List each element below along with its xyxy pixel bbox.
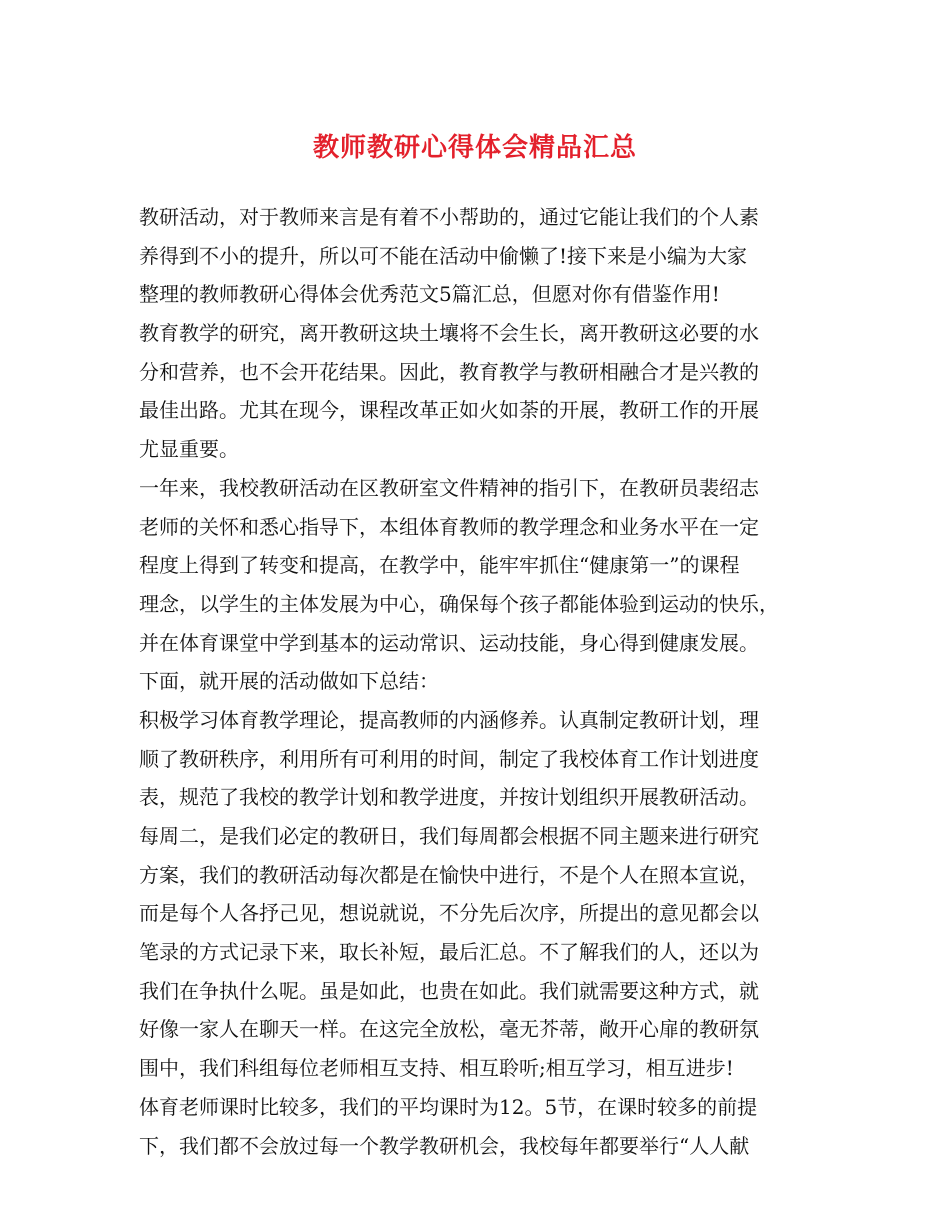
document-title: 教师教研心得体会精品汇总 <box>312 133 637 163</box>
text-line: 分和营养，也不会开花结果。因此，教育教学与教研相融合才是兴教的 <box>139 359 759 384</box>
text-line: 教育教学的研究，离开教研这块土壤将不会生长，离开教研这必要的水 <box>139 321 759 346</box>
text-line: 养得到不小的提升，所以可不能在活动中偷懒了!接下来是小编为大家 <box>139 243 748 268</box>
text-line: 笔录的方式记录下来，取长补短，最后汇总。不了解我们的人，还以为 <box>139 940 759 965</box>
text-line: 下面，就开展的活动做如下总结： <box>139 669 439 694</box>
text-line: 程度上得到了转变和提高，在教学中，能牢牢抓住“健康第一”的课程 <box>139 553 740 578</box>
text-line: 积极学习体育教学理论，提高教师的内涵修养。认真制定教研计划，理 <box>139 707 759 732</box>
text-line: 顺了教研秩序，利用所有可利用的时间，制定了我校体育工作计划进度 <box>139 746 759 771</box>
text-line: 尤显重要。 <box>139 437 239 462</box>
text-line: 理念，以学生的主体发展为中心，确保每个孩子都能体验到运动的快乐， <box>139 591 779 616</box>
text-line: 表，规范了我校的教学计划和教学进度，并按计划组织开展教研活动。 <box>139 785 759 810</box>
text-line: 方案，我们的教研活动每次都是在愉快中进行，不是个人在照本宣说， <box>139 862 759 887</box>
text-line: 围中，我们科组每位老师相互支持、相互聆听;相互学习，相互进步! <box>139 1056 734 1081</box>
text-line: 好像一家人在聊天一样。在这完全放松，毫无芥蒂，敞开心扉的教研氛 <box>139 1017 759 1042</box>
text-line: 一年来，我校教研活动在区教研室文件精神的指引下，在教研员裴绍志 <box>139 475 759 500</box>
text-line: 并在体育课堂中学到基本的运动常识、运动技能，身心得到健康发展。 <box>139 630 759 655</box>
text-line: 教研活动，对于教师来言是有着不小帮助的，通过它能让我们的个人素 <box>139 205 759 229</box>
text-line: 我们在争执什么呢。虽是如此，也贵在如此。我们就需要这种方式，就 <box>139 978 759 1003</box>
text-line: 最佳出路。尤其在现今，课程改革正如火如荼的开展，教研工作的开展 <box>139 398 759 423</box>
text-line: 每周二，是我们必定的教研日，我们每周都会根据不同主题来进行研究 <box>139 824 759 848</box>
text-line: 体育老师课时比较多，我们的平均课时为12。5节，在课时较多的前提 <box>139 1094 758 1119</box>
text-line: 整理的教师教研心得体会优秀范文5篇汇总，但愿对你有借鉴作用! <box>139 282 720 307</box>
text-line: 而是每个人各抒己见，想说就说，不分先后次序，所提出的意见都会以 <box>139 901 759 926</box>
text-line: 老师的关怀和悉心指导下，本组体育教师的教学理念和业务水平在一定 <box>139 514 759 539</box>
text-line: 下，我们都不会放过每一个教学教研机会，我校每年都要举行“人人献 <box>139 1133 750 1158</box>
document-body <box>139 198 819 1165</box>
